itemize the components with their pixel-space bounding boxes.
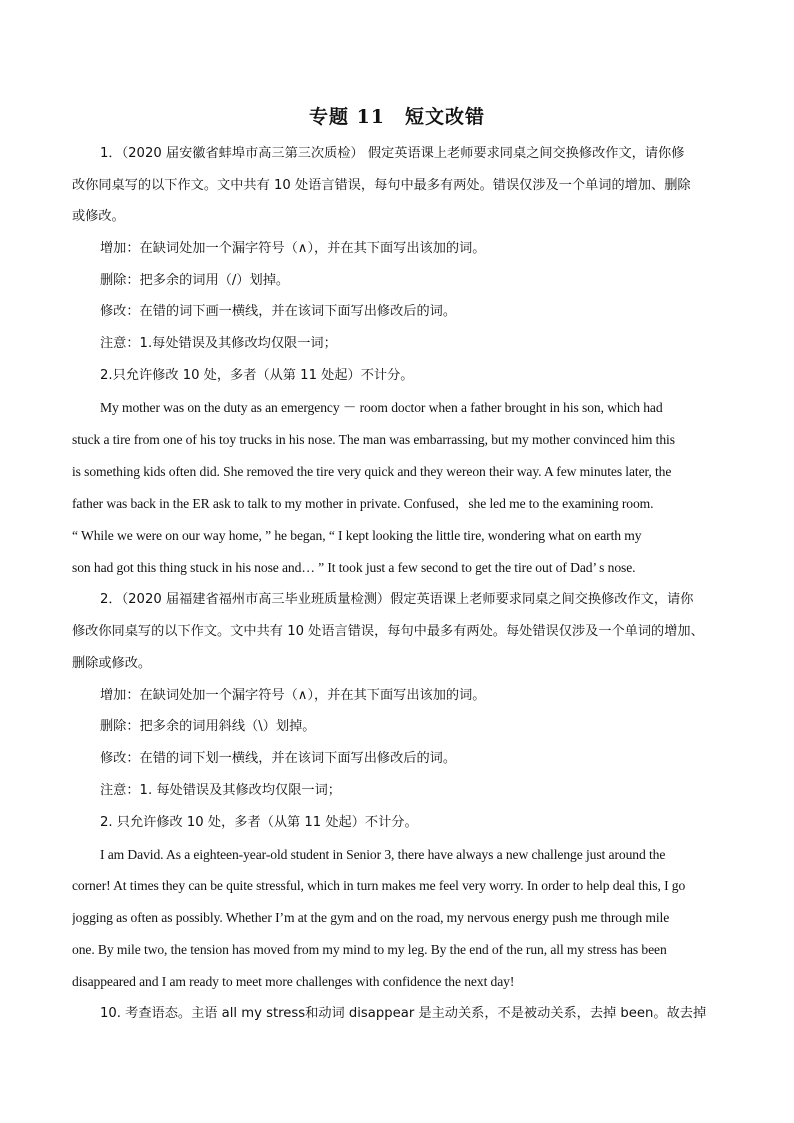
q2-passage-line: I am David. As a eighteen-year-old student in Senior 3, there have always a new challenge just around the <box>100 847 666 862</box>
q1-passage-line: son had got this thing stuck in his nose and… ” It took just a few second to get the tire out of Dad’ s nose. <box>72 560 636 575</box>
q2-rule-modify: 修改：在错的词下划一横线，并在该词下面写出修改后的词。 <box>100 751 457 766</box>
q2-passage-line: disappeared and I am ready to meet more challenges with confidence the next day! <box>72 974 515 989</box>
q2-rule-note: 注意：1. 每处错误及其修改均仅限一词； <box>100 783 341 798</box>
q1-rule-delete: 删除：把多余的词用（/）划掉。 <box>100 273 290 288</box>
q2-passage-line: corner! At times they can be quite stressful, which in turn makes me feel very worry. In order to help deal this, I go <box>72 878 686 893</box>
q2-intro-line: 修改你同桌写的以下作文。文中共有 10 处语言错误，每句中最多有两处。每处错误仅涉及一个单词的增加、 <box>72 624 704 639</box>
q1-intro-line: 1．（2020 届安徽省蚌埠市高三第三次质检） 假定英语课上老师要求同桌之间交换修改作文，请你修 <box>100 146 685 161</box>
q1-intro-line: 或修改。 <box>72 209 125 224</box>
q1-intro-line: 改你同桌写的以下作文。文中共有 10 处语言错误，每句中最多有两处。错误仅涉及一个单词的增加、删除 <box>72 178 691 193</box>
q1-rule-limit: 2.只允许修改 10 处，多者（从第 11 处起）不计分。 <box>100 368 414 383</box>
q2-answer-explanation: 10. 考查语态。主语 all my stress和动词 disappear 是主动关系，不是被动关系，去掉 been。故去掉 <box>100 1006 707 1021</box>
q2-passage-line: jogging as often as possibly. Whether I’m at the gym and on the road, my nervous energy push me through mile <box>72 910 670 925</box>
q1-passage-line: “ While we were on our way home, ” he began, “ I kept looking the little tire, wondering what on earth my <box>72 528 642 543</box>
q2-rule-add: 增加：在缺词处加一个漏字符号（∧），并在其下面写出该加的词。 <box>100 688 486 703</box>
q2-rule-limit: 2. 只允许修改 10 处，多者（从第 11 处起）不计分。 <box>100 815 418 830</box>
q1-rule-modify: 修改：在错的词下画一横线，并在该词下面写出修改后的词。 <box>100 304 457 319</box>
q1-passage-line: father was back in the ER ask to talk to my mother in private. Confused，she led me to the examining room. <box>72 496 654 511</box>
q1-rule-note: 注意：1.每处错误及其修改均仅限一词； <box>100 336 337 351</box>
q1-rule-add: 增加：在缺词处加一个漏字符号（∧），并在其下面写出该加的词。 <box>100 241 486 256</box>
q2-rule-delete: 删除：把多余的词用斜线（\）划掉。 <box>100 719 316 734</box>
q1-passage-line: My mother was on the duty as an emergency － room doctor when a father brought in his son, which had <box>100 400 663 415</box>
q1-passage-line: stuck a tire from one of his toy trucks in his nose. The man was embarrassing, but my mother convinced him this <box>72 432 675 447</box>
q2-intro-line: 2．（2020 届福建省福州市高三毕业班质量检测）假定英语课上老师要求同桌之间交换修改作文，请你 <box>100 592 694 607</box>
q1-passage-line: is something kids often did. She removed the tire very quick and they wereon their way. A few minutes later, the <box>72 464 672 479</box>
q2-passage-line: one. By mile two, the tension has moved from my mind to my leg. By the end of the run, all my stress has been <box>72 942 667 957</box>
page-title: 专题 11 短文改错 <box>308 106 486 128</box>
q2-intro-line: 删除或修改。 <box>72 656 152 671</box>
